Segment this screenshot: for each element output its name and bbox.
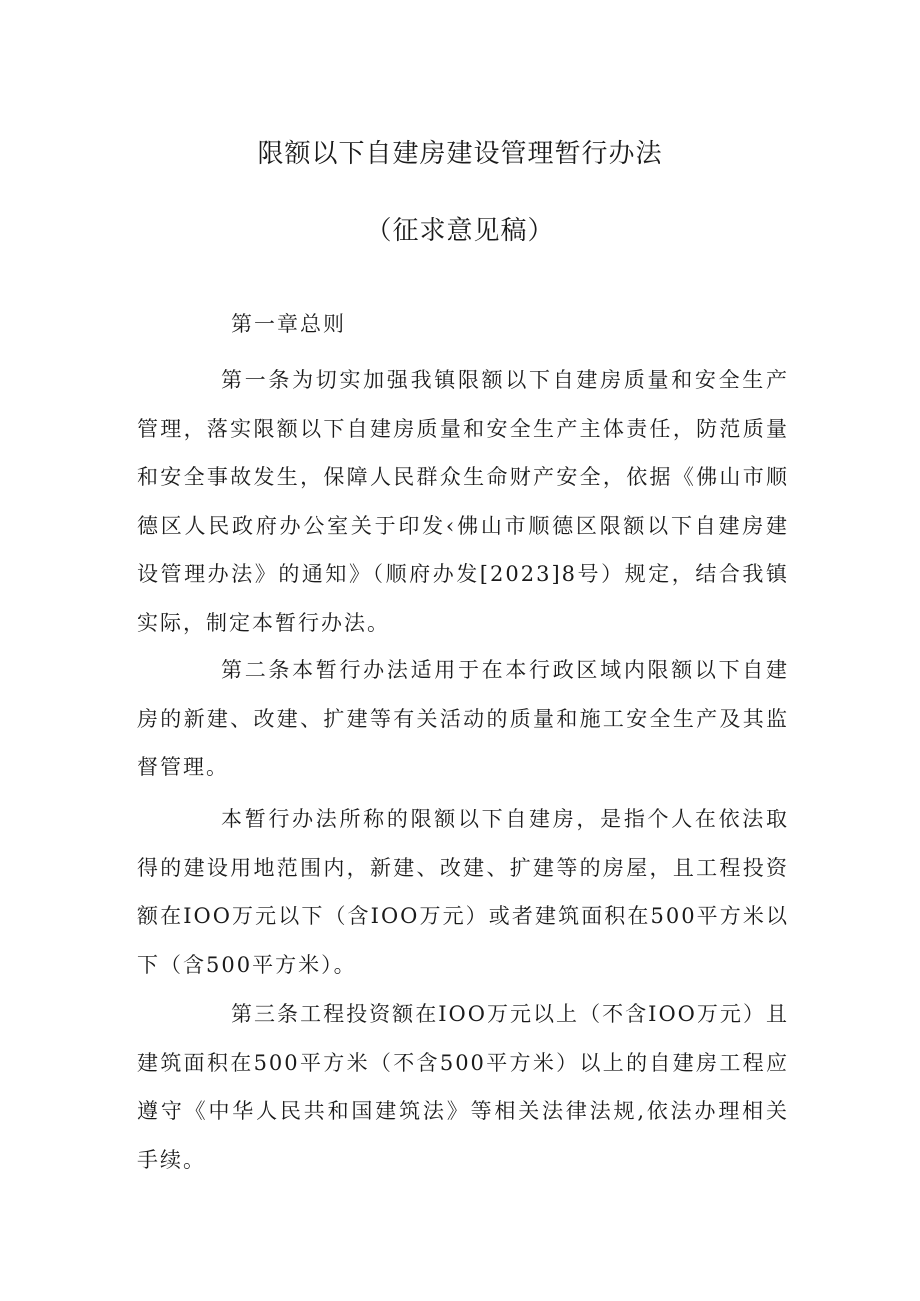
- article-2-paragraph: 第二条本暂行办法适用于在本行政区域内限额以下自建房的新建、改建、扩建等有关活动的质量和施工安全生产及其监督管理。: [137, 658, 789, 779]
- document-title: 限额以下自建房建设管理暂行办法: [257, 139, 663, 169]
- article-3-paragraph: 第三条工程投资额在IOO万元以上（不含IOO万元）且建筑面积在500平方米（不含500平方米）以上的自建房工程应遵守《中华人民共和国建筑法》等相关法律法规,依法办理相关手续。: [137, 1002, 789, 1172]
- definition-paragraph: 本暂行办法所称的限额以下自建房，是指个人在依法取得的建设用地范围内，新建、改建、扩建等的房屋，且工程投资额在IOO万元以下（含IOO万元）或者建筑面积在500平方米以下（含500平方米）。: [137, 807, 789, 977]
- chapter-heading: 第一章总则: [231, 312, 346, 336]
- document-subtitle: （征求意见稿）: [365, 216, 555, 246]
- article-1-paragraph: 第一条为切实加强我镇限额以下自建房质量和安全生产管理，落实限额以下自建房质量和安全生产主体责任，防范质量和安全事故发生，保障人民群众生命财产安全，依据《佛山市顺德区人民政府办公室关于印发‹佛山市顺德区限额以下自建房建设管理办法》的通知》（顺府办发[2023]8号）规定，结合我镇实际，制定本暂行办法。: [137, 368, 789, 635]
